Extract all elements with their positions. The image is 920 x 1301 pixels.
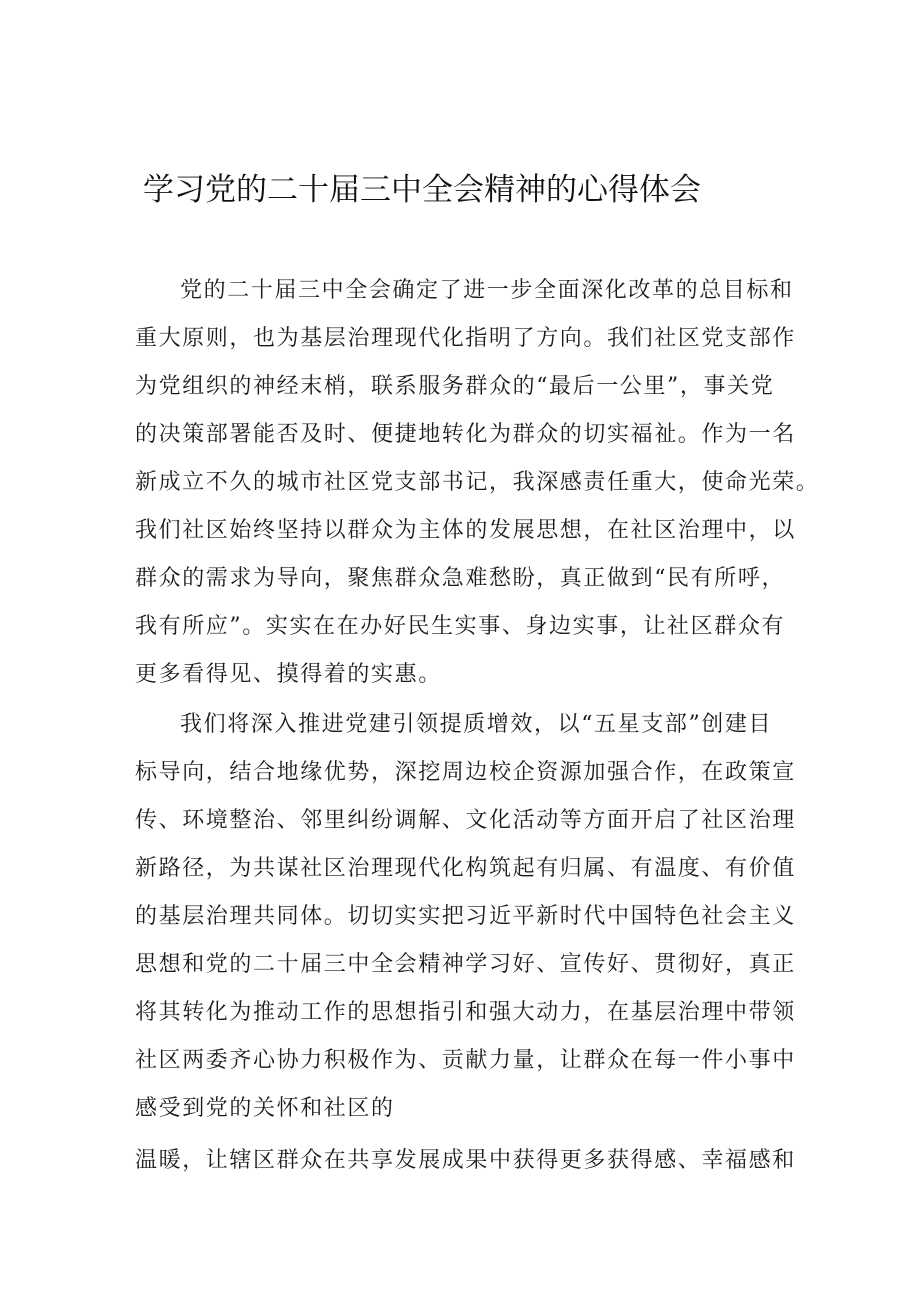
paragraph-3-line-1: 温暖，让辖区群众在共享发展成果中获得更多获得感、幸福感和 (135, 1148, 796, 1173)
paragraph-2-line-9: 感受到党的关怀和社区的 (135, 1096, 395, 1121)
paragraph-2-line-4: 新路径，为共谋社区治理现代化构筑起有归属、有温度、有价值 (135, 856, 796, 881)
paragraph-1-line-3: 为党组织的神经末梢，联系服务群众的“最后一公里”，事关党 (135, 374, 775, 399)
paragraph-2-line-7: 将其转化为推动工作的思想指引和强大动力，在基层治理中带领 (135, 1000, 796, 1025)
paragraph-2-line-8: 社区两委齐心协力积极作为、贡献力量，让群众在每一件小事中 (135, 1048, 796, 1073)
paragraph-1-line-9: 更多看得见、摸得着的实惠。 (135, 662, 442, 687)
paragraph-1-line-7: 群众的需求为导向，聚焦群众急难愁盼，真正做到“民有所呼， (135, 566, 786, 591)
paragraph-1-line-4: 的决策部署能否及时、便捷地转化为群众的切实福祉。作为一名 (135, 422, 796, 447)
document-title: 学习党的二十届三中全会精神的心得体会 (143, 172, 701, 208)
paragraph-2-line-6: 思想和党的二十届三中全会精神学习好、宣传好、贯彻好，真正 (135, 952, 796, 977)
paragraph-1-line-2: 重大原则，也为基层治理现代化指明了方向。我们社区党支部作 (135, 326, 796, 351)
paragraph-2-line-1: 我们将深入推进党建引领提质增效，以“五星支部”创建目 (180, 712, 773, 737)
paragraph-2-line-5: 的基层治理共同体。切切实实把习近平新时代中国特色社会主义 (135, 904, 796, 929)
paragraph-2-line-3: 传、环境整治、邻里纠纷调解、文化活动等方面开启了社区治理 (135, 808, 796, 833)
paragraph-1-line-8: 我有所应”。实实在在办好民生实事、身边实事，让社区群众有 (135, 614, 786, 639)
paragraph-1-line-6: 我们社区始终坚持以群众为主体的发展思想，在社区治理中，以 (135, 518, 796, 543)
paragraph-2-line-2: 标导向，结合地缘优势，深挖周边校企资源加强合作，在政策宣 (135, 760, 796, 785)
paragraph-1-line-5: 新成立不久的城市社区党支部书记，我深感责任重大，使命光荣。 (135, 470, 820, 495)
paragraph-1-line-1: 党的二十届三中全会确定了进一步全面深化改革的总目标和 (180, 278, 794, 303)
